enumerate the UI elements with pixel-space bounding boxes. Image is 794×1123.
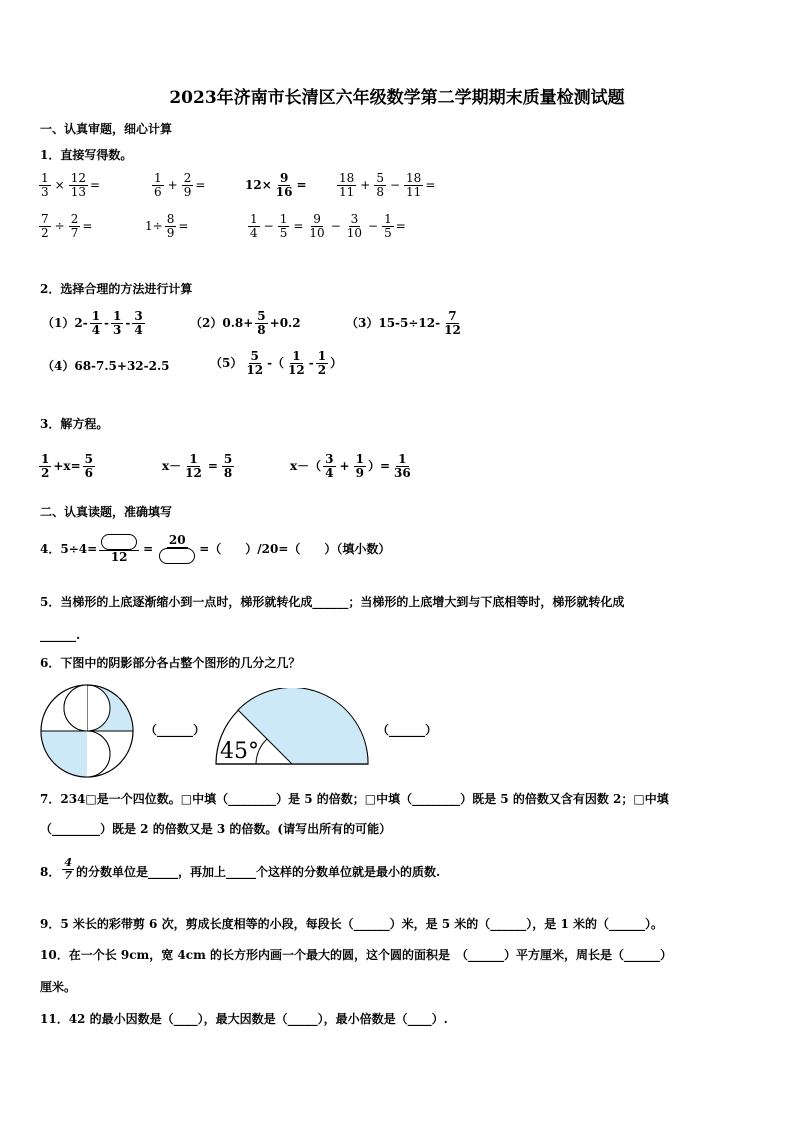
section-heading-1: 一、认真审题，细心计算 bbox=[40, 122, 173, 136]
q4-blank-numerator[interactable] bbox=[101, 534, 137, 550]
q6-answer-blank-1[interactable]: （______） bbox=[145, 723, 206, 737]
q3-eq-1: $\frac{1}{2}$ +x= $\frac{5}{6}$ bbox=[41, 452, 93, 480]
q4-blank-denominator[interactable] bbox=[159, 548, 195, 564]
q2-item-2: （2）0.8+ $\frac{5}{8}$ +0.2 bbox=[190, 309, 301, 337]
q6-angle-label: 45° bbox=[220, 739, 259, 764]
q5-line-1: 5．当梯形的上底逐渐缩小到一点时，梯形就转化成______；当梯形的上底增大到与下底相等时，梯形就转化成 bbox=[40, 595, 625, 609]
q5-line-2: ______. bbox=[40, 628, 81, 642]
q1-expr-5: $\frac{7}{2}$ ÷ $\frac{2}{7}$ = bbox=[41, 212, 93, 240]
q10-line-2: 厘米。 bbox=[40, 980, 77, 994]
q2-item-5: （5） $\frac{5}{12}$ -（ $\frac{1}{12}$ - $\frac{1}{2}$ ） bbox=[210, 349, 343, 377]
q6-figure-semicircle bbox=[212, 688, 372, 768]
q1-expr-2: $\frac{1}{6}$ + $\frac{2}{9}$ = bbox=[154, 171, 206, 199]
q1-expr-1: $\frac{1}{3}$ × $\frac{12}{13}$ = bbox=[41, 171, 101, 199]
q8-line: 8． $\frac{4}{7}$ 的分数单位是_____，再加上_____个这样的分数单位就是最小的质数. bbox=[40, 856, 441, 882]
q2-item-4: （4）68-7.5+32-2.5 bbox=[42, 359, 170, 373]
q6-label: 6．下图中的阴影部分各占整个图形的几分之几？ bbox=[40, 656, 301, 670]
q6-answer-blank-2[interactable]: （______） bbox=[377, 723, 438, 737]
q10-line-1: 10．在一个长 9cm，宽 4cm 的长方形内画一个最大的圆，这个圆的面积是 （______）平方厘米，周长是（______） bbox=[40, 948, 672, 962]
page-title: 2023年济南市长清区六年级数学第二学期期末质量检测试题 bbox=[169, 88, 625, 108]
q3-eq-2: x－ $\frac{1}{12}$ = $\frac{5}{8}$ bbox=[162, 452, 233, 480]
q3-label: 3．解方程。 bbox=[40, 417, 109, 431]
q4-line: 4．5÷4= 12 = 20 =（ ）/20=（ ）（填小数） bbox=[40, 533, 391, 564]
q1-expr-7: $\frac{1}{4}$ − $\frac{1}{5}$ = $\frac{9}{10}$ − $\frac{3}{10}$ − $\frac{1}{5}$ = bbox=[250, 212, 406, 240]
q1-label: 1．直接写得数。 bbox=[40, 148, 133, 162]
section-heading-2: 二、认真读题，准确填写 bbox=[40, 505, 173, 519]
q2-item-3: （3）15-5÷12- $\frac{7}{12}$ bbox=[346, 309, 461, 337]
q2-label: 2．选择合理的方法进行计算 bbox=[40, 282, 193, 296]
q1-expr-4: $\frac{18}{11}$ + $\frac{5}{8}$ − $\frac{18}{11}$ = bbox=[339, 171, 436, 199]
q1-expr-6: 1÷ $\frac{8}{9}$ = bbox=[145, 212, 189, 240]
q11-line: 11．42 的最小因数是（____），最大因数是（_____），最小倍数是（____）. bbox=[40, 1012, 448, 1026]
q2-item-1: （1）2- $\frac{1}{4}$ - $\frac{1}{3}$ - $\frac{3}{4}$ bbox=[42, 309, 143, 337]
q7-line-2: （________）既是 2 的倍数又是 3 的倍数。(请写出所有的可能） bbox=[40, 822, 392, 836]
q6-figure-circle bbox=[38, 684, 138, 780]
q3-eq-3: x－（ $\frac{3}{4}$ + $\frac{1}{9}$ ）= $\frac{1}{36}$ bbox=[290, 452, 411, 480]
q1-expr-3: 12× $\frac{9}{16}$ = bbox=[245, 171, 307, 199]
q9-line: 9．5 米长的彩带剪 6 次，剪成长度相等的小段，每段长（______）米，是 5 米的（______），是 1 米的（______）。 bbox=[40, 917, 663, 931]
q7-line-1: 7．234□是一个四位数。□中填（________）是 5 的倍数；□中填（________）既是 5 的倍数又含有因数 2；□中填 bbox=[40, 792, 669, 806]
